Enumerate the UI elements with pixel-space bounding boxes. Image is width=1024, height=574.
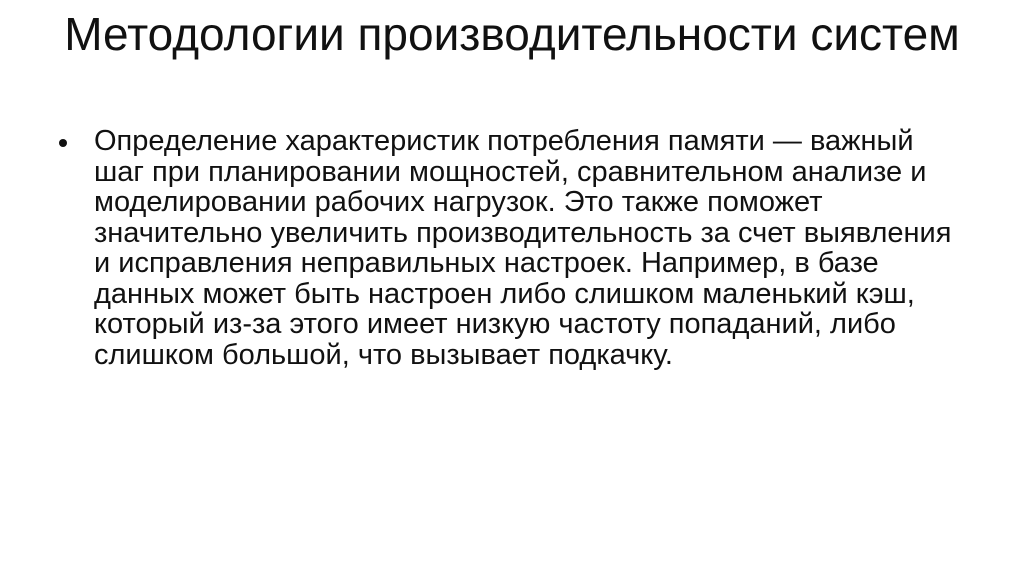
bullet-item — [56, 126, 956, 370]
bullet-dot-icon — [59, 139, 67, 147]
bullet-text: Определение характеристик потребления памяти — важный шаг при планировании мощностей, сравнительном анализе и моделировании рабочих нагрузок. Это также поможет значительно увеличить производительность за счет выявления и исправления неправильных настроек. Например, в базе данных может быть настроен либо слишком маленький кэш, который из-за этого имеет низкую частоту попаданий, либо слишком большой, что вызывает подкачку. — [94, 125, 952, 371]
bullet-list — [56, 126, 956, 370]
slide-title: Методологии производительности систем — [64, 8, 960, 60]
